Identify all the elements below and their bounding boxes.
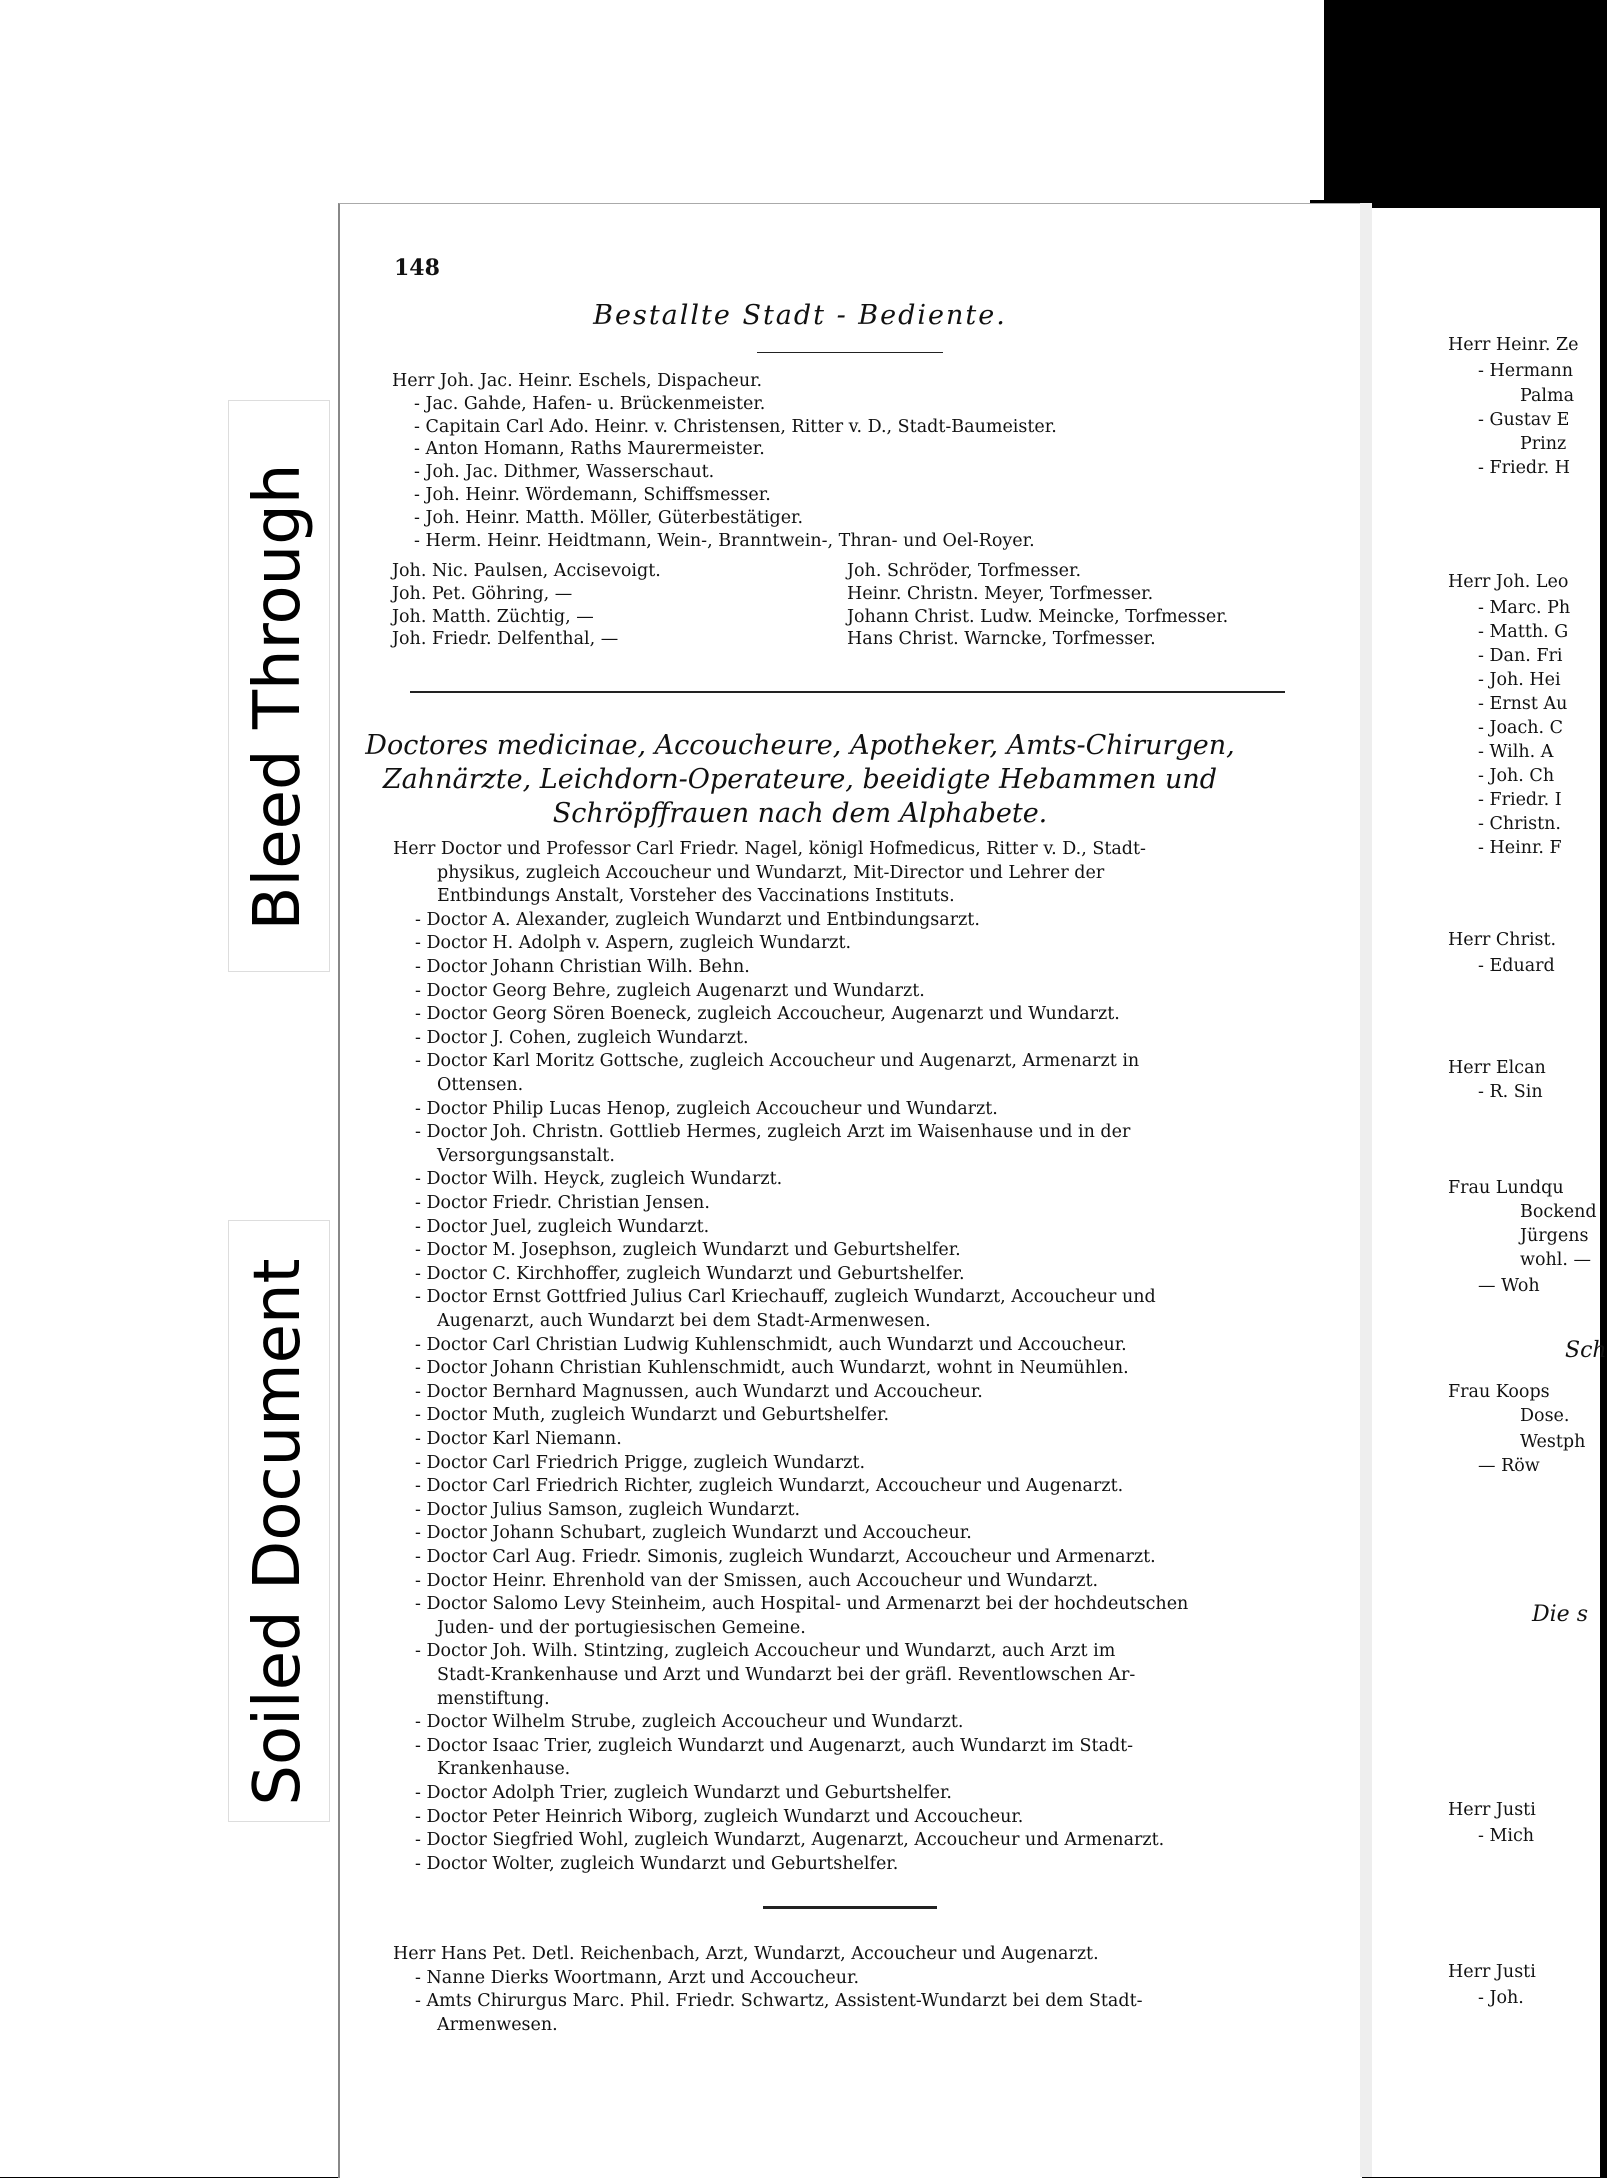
doctor-line: - Doctor Wilhelm Strube, zugleich Accoucheur und Wundarzt. <box>415 1712 964 1733</box>
right-page-line: Herr Justi <box>1448 1962 1536 1982</box>
doctor-line: - Doctor J. Cohen, zugleich Wundarzt. <box>415 1027 749 1048</box>
doctor-line: - Doctor Muth, zugleich Wundarzt und Geburtshelfer. <box>415 1405 890 1426</box>
right-page-line: - Mich <box>1478 1826 1535 1846</box>
roster-line: - Anton Homann, Raths Maurermeister. <box>414 439 765 460</box>
right-page-line: - Joh. Hei <box>1478 670 1561 690</box>
doctor-line: - Doctor Carl Friedrich Richter, zugleich Wundarzt, Accoucheur und Augenarzt. <box>415 1476 1124 1497</box>
section3-rule <box>763 1906 937 1909</box>
soiled-document-label: Soiled Document <box>241 1258 315 1806</box>
right-page-line: - Marc. Ph <box>1478 598 1571 618</box>
doctor-line: - Doctor Karl Niemann. <box>415 1429 622 1449</box>
right-page-line: Palma <box>1520 386 1575 406</box>
right-page-line: - Heinr. F <box>1478 838 1562 858</box>
doctor-line: - Doctor Wolter, zugleich Wundarzt und Geburtshelfer. <box>415 1853 899 1874</box>
right-page-line: Jürgens <box>1520 1226 1589 1246</box>
right-page-line: - Wilh. A <box>1478 742 1554 762</box>
section-rule <box>410 691 1285 693</box>
doctor-line: - Doctor Georg Sören Boeneck, zugleich Accoucheur, Augenarzt und Wundarzt. <box>415 1004 1120 1025</box>
roster-line-right: Hans Christ. Warncke, Torfmesser. <box>847 629 1156 650</box>
right-page-line: - Ernst Au <box>1478 694 1568 714</box>
doctor-line: Ottensen. <box>437 1075 524 1095</box>
doctor-line: - Doctor Juel, zugleich Wundarzt. <box>415 1216 710 1237</box>
doctor-line: Versorgungsanstalt. <box>437 1145 615 1166</box>
right-page-line: Die s <box>1532 1602 1588 1627</box>
doctor-line: - Doctor M. Josephson, zugleich Wundarzt und Geburtshelfer. <box>415 1240 961 1261</box>
surgeon-line: Armenwesen. <box>437 2014 558 2035</box>
right-page-line: Frau Lundqu <box>1448 1178 1564 1198</box>
doctor-line: - Doctor Carl Aug. Friedr. Simonis, zugleich Wundarzt, Accoucheur und Armenarzt. <box>415 1547 1156 1567</box>
right-page-line: - Joh. <box>1478 1988 1524 2008</box>
right-page-line: Sch <box>1565 1338 1607 1363</box>
surgeon-line: Herr Hans Pet. Detl. Reichenbach, Arzt, Wundarzt, Accoucheur und Augenarzt. <box>393 1944 1099 1964</box>
doctor-line: - Doctor Carl Christian Ludwig Kuhlenschmidt, auch Wundarzt und Accoucheur. <box>415 1334 1127 1355</box>
roster-line: - Jac. Gahde, Hafen- u. Brückenmeister. <box>414 393 766 414</box>
doctor-line: - Doctor Johann Christian Wilh. Behn. <box>415 957 750 977</box>
section2-title-line3: Schröpffrauen nach dem Alphabete. <box>552 798 1048 829</box>
doctor-line: - Doctor Carl Friedrich Prigge, zugleich Wundarzt. <box>415 1452 866 1473</box>
page-gutter <box>1360 203 1372 2177</box>
doctor-line: - Doctor C. Kirchhoffer, zugleich Wundarzt und Geburtshelfer. <box>415 1263 965 1284</box>
right-page-line: - Joh. Ch <box>1478 766 1555 786</box>
roster-line: Herr Joh. Jac. Heinr. Eschels, Dispacheur. <box>392 371 763 391</box>
doctor-line: - Doctor Heinr. Ehrenhold van der Smissen, auch Accoucheur und Wundarzt. <box>415 1570 1099 1591</box>
right-page-line: Herr Christ. <box>1448 930 1557 950</box>
doctor-line: - Doctor Philip Lucas Henop, zugleich Accoucheur und Wundarzt. <box>415 1098 998 1119</box>
doctor-line: Augenarzt, auch Wundarzt bei dem Stadt-Armenwesen. <box>437 1311 931 1331</box>
section2-title-line1: Doctores medicinae, Accoucheure, Apotheker, Amts-Chirurgen, <box>365 730 1235 761</box>
doctor-line: - Doctor Isaac Trier, zugleich Wundarzt und Augenarzt, auch Wundarzt im Stadt- <box>415 1735 1134 1756</box>
right-page-line: Bockend <box>1520 1202 1597 1222</box>
doctor-line: - Doctor Karl Moritz Gottsche, zugleich Accoucheur und Augenarzt, Armenarzt in <box>415 1051 1140 1072</box>
doctor-line: - Doctor Joh. Wilh. Stintzing, zugleich Accoucheur und Wundarzt, auch Arzt im <box>415 1641 1116 1662</box>
right-page-line: - Gustav E <box>1478 410 1570 430</box>
doctor-line: - Doctor Friedr. Christian Jensen. <box>415 1193 710 1213</box>
roster-line: - Herm. Heinr. Heidtmann, Wein-, Branntwein-, Thran- und Oel-Royer. <box>414 530 1035 551</box>
roster-line-left: Joh. Friedr. Delfenthal, — <box>392 629 619 650</box>
surgeon-line: - Amts Chirurgus Marc. Phil. Friedr. Schwartz, Assistent-Wundarzt bei dem Stadt- <box>415 1991 1143 2012</box>
section1-title: Bestallte Stadt - Bediente. <box>593 300 1007 331</box>
right-page-line: Westph <box>1520 1432 1586 1452</box>
doctor-line: - Doctor Salomo Levy Steinheim, auch Hospital- und Armenarzt bei der hochdeutschen <box>415 1594 1189 1615</box>
right-page-line: - Joach. C <box>1478 718 1564 738</box>
right-page-line: - Dan. Fri <box>1478 646 1563 666</box>
page-edge <box>1310 0 1324 200</box>
doctor-line: Stadt-Krankenhause und Arzt und Wundarzt bei der gräfl. Reventlowschen Ar- <box>437 1665 1136 1685</box>
right-page-line: - Friedr. H <box>1478 458 1570 478</box>
roster-line: - Joh. Jac. Dithmer, Wasserschaut. <box>414 462 715 483</box>
right-page-line: Dose. <box>1520 1406 1570 1426</box>
right-page-line: - Christn. <box>1478 814 1561 834</box>
right-page-line: - Eduard <box>1478 956 1555 976</box>
doctor-line: - Doctor H. Adolph v. Aspern, zugleich Wundarzt. <box>415 933 852 954</box>
doctor-line: - Doctor Johann Christian Kuhlenschmidt, auch Wundarzt, wohnt in Neumühlen. <box>415 1358 1129 1379</box>
right-page-line: Herr Joh. Leo <box>1448 572 1569 592</box>
doctor-line: - Doctor Bernhard Magnussen, auch Wundarzt und Accoucheur. <box>415 1381 983 1402</box>
doctor-line: - Doctor Adolph Trier, zugleich Wundarzt und Geburtshelfer. <box>415 1783 952 1803</box>
roster-line-left: Joh. Matth. Züchtig, — <box>392 606 594 627</box>
roster-line: - Capitain Carl Ado. Heinr. v. Christensen, Ritter v. D., Stadt-Baumeister. <box>414 416 1057 437</box>
doctor-line: - Doctor Peter Heinrich Wiborg, zugleich Wundarzt und Accoucheur. <box>415 1806 1024 1827</box>
roster-line-right: Johann Christ. Ludw. Meincke, Torfmesser. <box>847 606 1229 627</box>
right-page-line: wohl. — <box>1520 1250 1592 1270</box>
doctor-line: Herr Doctor und Professor Carl Friedr. Nagel, königl Hofmedicus, Ritter v. D., Stadt- <box>393 839 1146 859</box>
right-page-line: - Hermann <box>1478 361 1574 381</box>
roster-line: - Joh. Heinr. Matth. Möller, Güterbestätiger. <box>414 507 804 528</box>
bleed-through-label: Bleed Through <box>241 463 315 931</box>
doctor-line: Krankenhause. <box>437 1759 571 1780</box>
right-page-line: - Matth. G <box>1478 622 1569 642</box>
doctor-line: - Doctor Johann Schubart, zugleich Wundarzt und Accoucheur. <box>415 1523 972 1544</box>
doctor-line: - Doctor Siegfried Wohl, zugleich Wundarzt, Augenarzt, Accoucheur und Armenarzt. <box>415 1830 1165 1851</box>
doctor-line: - Doctor Joh. Christn. Gottlieb Hermes, zugleich Arzt im Waisenhause und in der <box>415 1122 1131 1143</box>
page-number: 148 <box>394 255 440 281</box>
right-page-line: Herr Elcan <box>1448 1058 1546 1078</box>
doctor-line: - Doctor Julius Samson, zugleich Wundarzt. <box>415 1499 801 1520</box>
doctor-line: - Doctor Wilh. Heyck, zugleich Wundarzt. <box>415 1169 783 1190</box>
doctor-line: Entbindungs Anstalt, Vorsteher des Vaccinations Instituts. <box>437 886 955 907</box>
doctor-line: - Doctor A. Alexander, zugleich Wundarzt und Entbindungsarzt. <box>415 909 980 930</box>
right-page-line: - R. Sin <box>1478 1082 1543 1102</box>
right-page-line: Herr Heinr. Ze <box>1448 335 1579 355</box>
doctor-line: - Doctor Ernst Gottfried Julius Carl Kriechauff, zugleich Wundarzt, Accoucheur und <box>415 1287 1156 1308</box>
roster-line-left: Joh. Nic. Paulsen, Accisevoigt. <box>392 561 661 581</box>
roster-line-left: Joh. Pet. Göhring, — <box>392 583 573 604</box>
roster-line-right: Heinr. Christn. Meyer, Torfmesser. <box>847 583 1154 604</box>
right-page-line: — Woh <box>1478 1276 1540 1296</box>
roster-line-right: Joh. Schröder, Torfmesser. <box>847 561 1082 581</box>
right-page-line: Prinz <box>1520 434 1567 454</box>
right-page-line: — Röw <box>1478 1456 1540 1476</box>
right-page-line: Frau Koops <box>1448 1382 1550 1402</box>
right-page-line: - Friedr. I <box>1478 790 1562 810</box>
roster-line: - Joh. Heinr. Wördemann, Schiffsmesser. <box>414 485 771 505</box>
doctor-line: Juden- und der portugiesischen Gemeine. <box>437 1617 806 1638</box>
title-rule <box>757 352 943 353</box>
surgeon-line: - Nanne Dierks Woortmann, Arzt und Accoucheur. <box>415 1967 860 1988</box>
section2-title-line2: Zahnärzte, Leichdorn-Operateure, beeidigte Hebammen und <box>382 764 1218 795</box>
right-page-line: Herr Justi <box>1448 1800 1536 1820</box>
doctor-line: physikus, zugleich Accoucheur und Wundarzt, Mit-Director und Lehrer der <box>437 862 1105 883</box>
doctor-line: menstiftung. <box>437 1688 550 1709</box>
doctor-line: - Doctor Georg Behre, zugleich Augenarzt und Wundarzt. <box>415 980 925 1001</box>
